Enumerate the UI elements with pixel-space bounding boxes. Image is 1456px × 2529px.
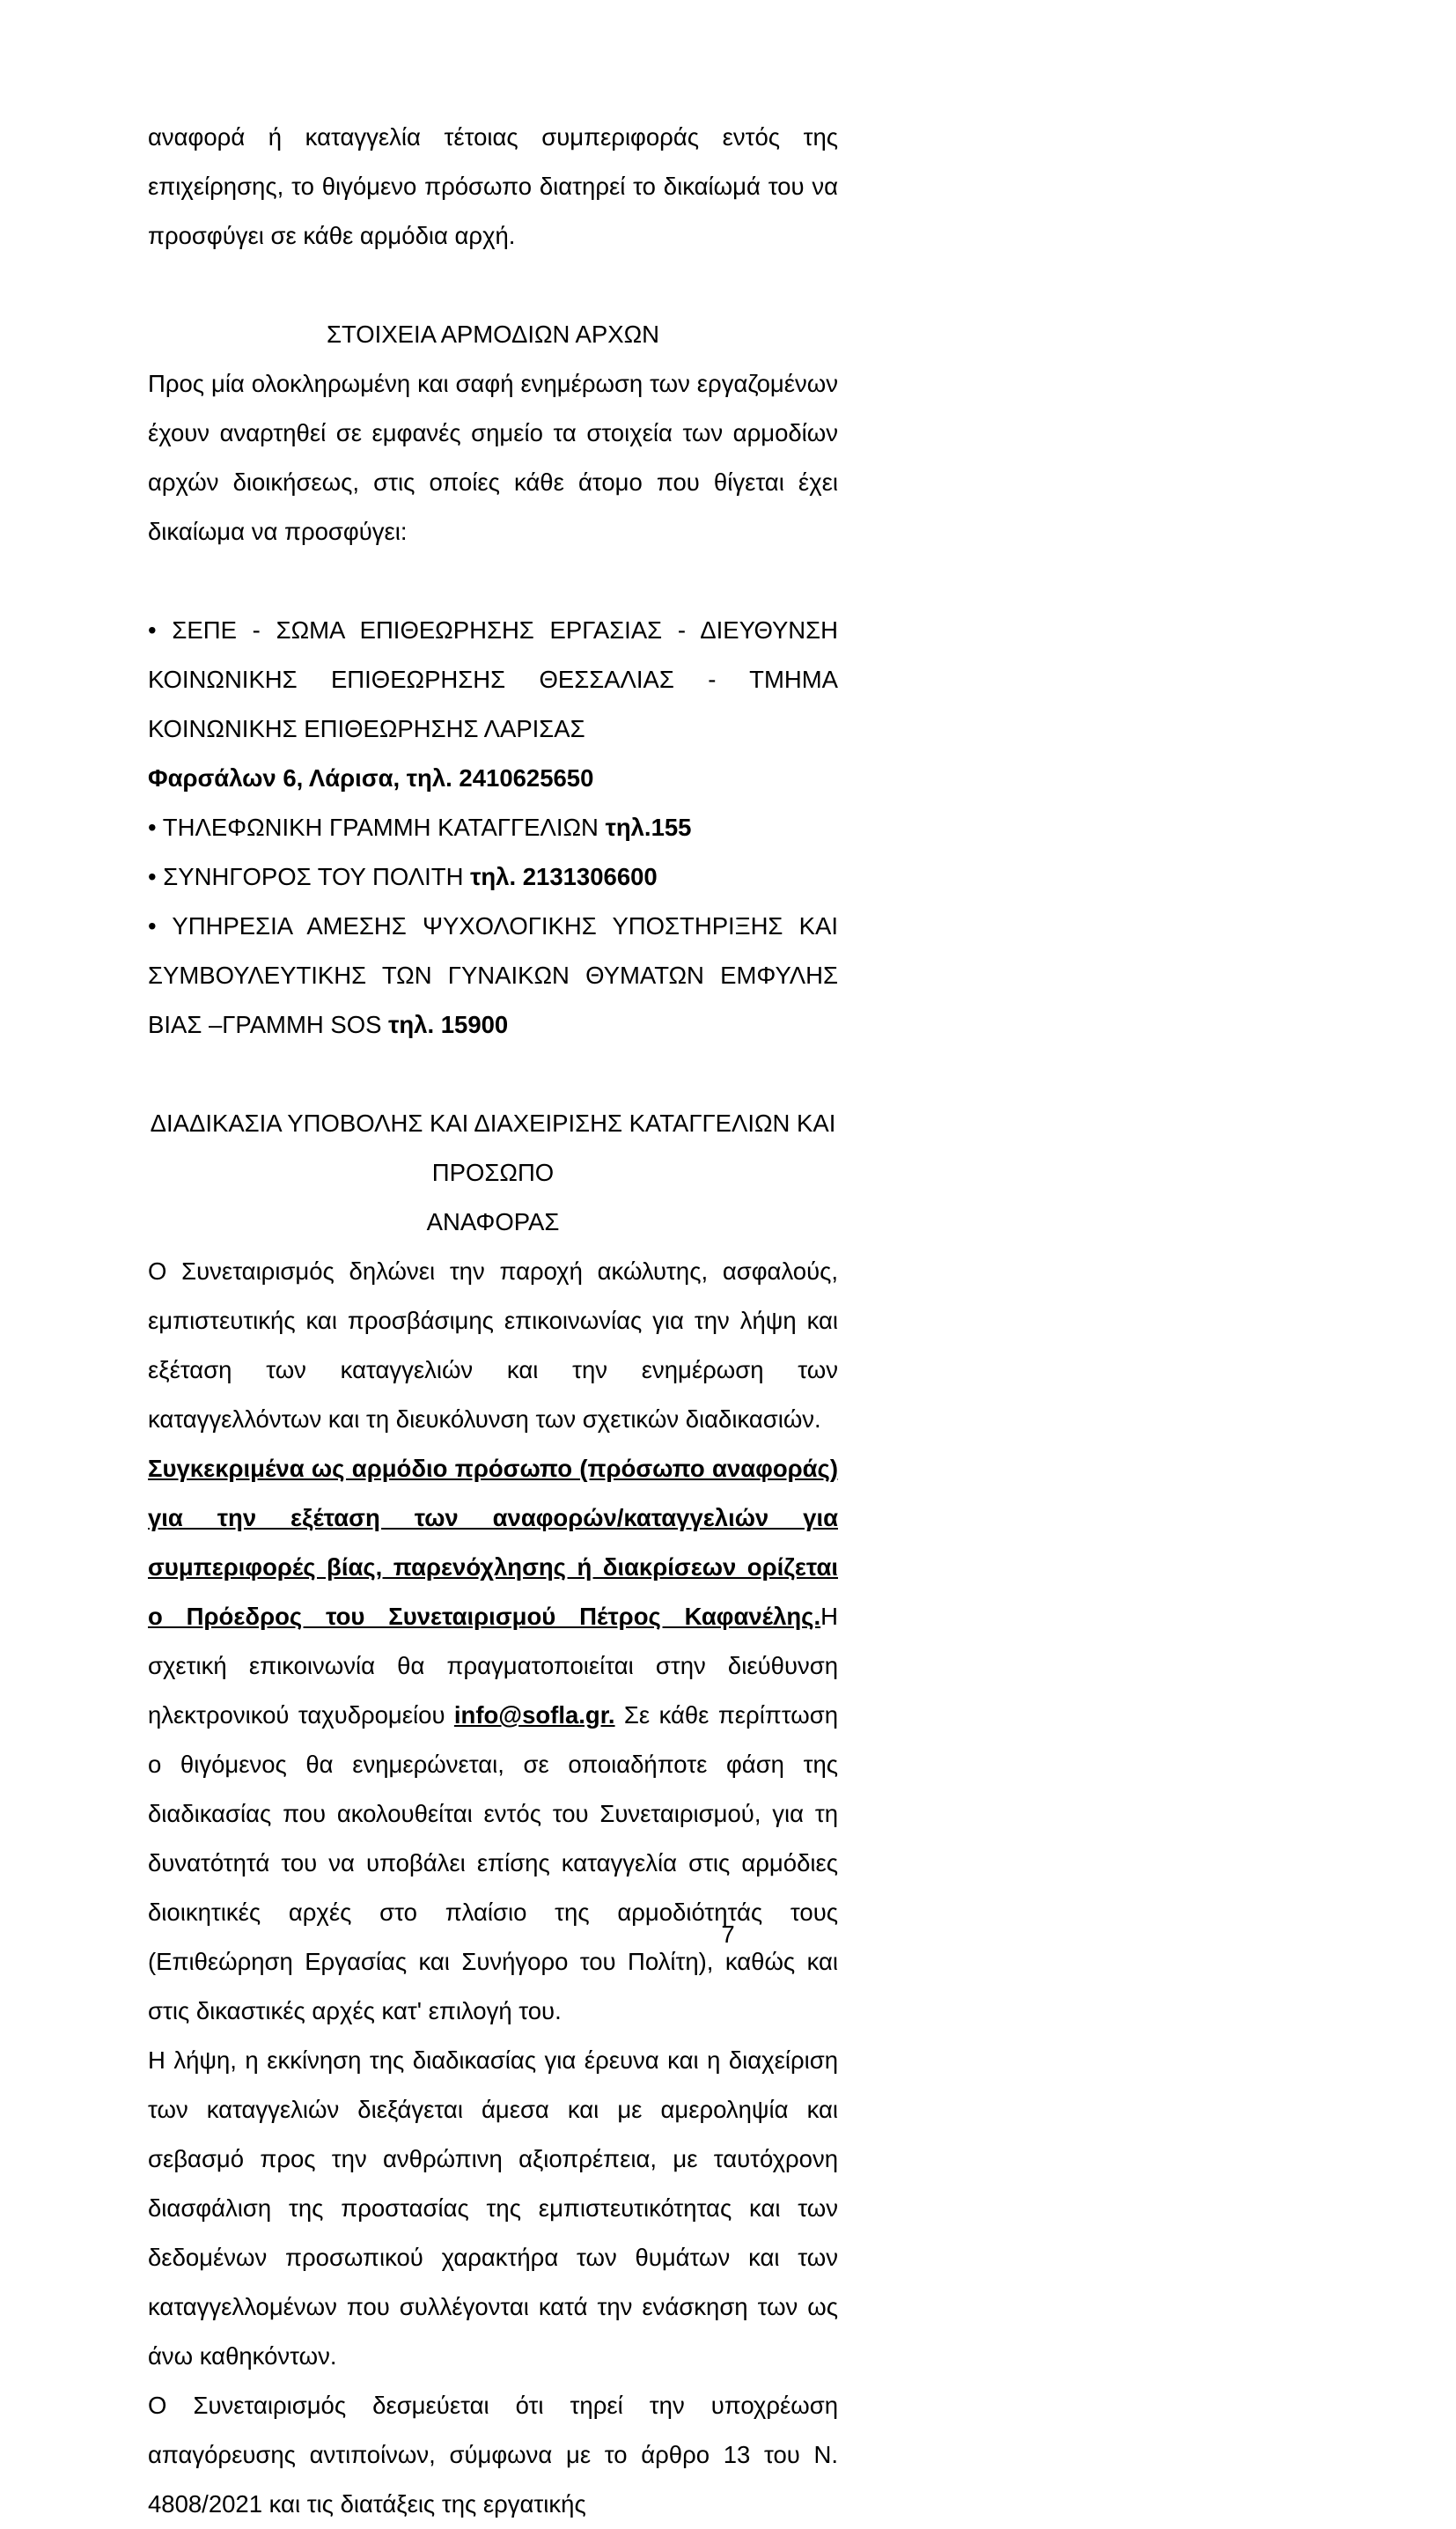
responsible-person-statement: Συγκεκριμένα ως αρμόδιο πρόσωπο (πρόσωπο αναφοράς) για την εξέταση των αναφορών/καταγγελιών για συμπεριφορές βίας, παρενόχλησης ή διακρίσεων ορίζεται ο Πρόεδρος του Συνεταιρισμού Πέτρος Καφανέλης. xyxy=(148,1455,838,1630)
procedure-2-text-a: Η σχετική επικοινωνία θα πραγματοποιείται στην διεύθυνση ηλεκτρονικού ταχυδρομείου xyxy=(148,1603,838,1729)
paragraph-procedure-4: Ο Συνεταιρισμός δεσμεύεται ότι τηρεί την υποχρέωση απαγόρευσης αντιποίνων, σύμφωνα με το άρθρο 13 του Ν. 4808/2021 και τις διατάξεις της εργατικής xyxy=(148,2392,838,2518)
contact-email[interactable]: info@sofla.gr. xyxy=(453,1701,615,1729)
authority-contact: τηλ. 15900 xyxy=(388,1011,509,1038)
spacer xyxy=(148,557,838,606)
paragraph-procedure-3: Η λήψη, η εκκίνηση της διαδικασίας για έρευνα και η διαχείριση των καταγγελιών διεξάγεται άμεσα και με αμεροληψία και σεβασμό προς την ανθρώπινη αξιοπρέπεια, με ταυτόχρονη διασφάλιση της προστασίας της εμπιστευτικότητας και των δεδομένων προσωπικού χαρακτήρα των θυμάτων και των καταγγελλομένων που συλλέγονται κατά την ενάσκηση των ως άνω καθηκόντων. xyxy=(148,2046,838,2370)
spacer xyxy=(148,261,838,310)
authority-contact: τηλ. 2131306600 xyxy=(470,863,658,890)
spacer xyxy=(148,1050,838,1099)
authority-contact: τηλ.155 xyxy=(605,814,692,841)
authority-contact: Φαρσάλων 6, Λάρισα, τηλ. 2410625650 xyxy=(148,764,594,792)
heading-procedure-line2: ΑΝΑΦΟΡΑΣ xyxy=(426,1208,560,1235)
procedure-2-text-b: Σε κάθε περίπτωση ο θιγόμενος θα ενημερώνεται, σε οποιαδήποτε φάση της διαδικασίας που ακολουθείται εντός του Συνεταιρισμού, για τη δυνατότητά του να υποβάλει επίσης καταγγελία στις αρμόδιες διοικητικές αρχές στο πλαίσιο της αρμοδιότητάς τους (Επιθεώρηση Εργασίας και Συνήγορο του Πολίτη), καθώς και στις δικαστικές αρχές κατ' επιλογή του. xyxy=(148,1701,838,2024)
authority-name: ΣΥΝΗΓΟΡΟΣ ΤΟΥ ΠΟΛΙΤΗ xyxy=(163,863,471,890)
authority-name: ΥΠΗΡΕΣΙΑ ΑΜΕΣΗΣ ΨΥΧΟΛΟΓΙΚΗΣ ΥΠΟΣΤΗΡΙΞΗΣ ΚΑΙ ΣΥΜΒΟΥΛΕΥΤΙΚΗΣ ΤΩΝ ΓΥΝΑΙΚΩΝ ΘΥΜΑΤΩΝ ΕΜΦΥΛΗΣ ΒΙΑΣ –ΓΡΑΜΜΗ SOS xyxy=(148,912,838,1038)
paragraph-authorities-intro: Προς μία ολοκληρωμένη και σαφή ενημέρωση των εργαζομένων έχουν αναρτηθεί σε εμφανές σημείο τα στοιχεία των αρμοδίων αρχών διοικήσεως, στις οποίες κάθε άτομο που θίγεται έχει δικαίωμα να προσφύγει: xyxy=(148,370,838,545)
bullet-marker: • xyxy=(148,616,157,644)
authority-item-ombudsman xyxy=(148,852,838,902)
paragraph-procedure-1: Ο Συνεταιρισμός δηλώνει την παροχή ακώλυτης, ασφαλούς, εμπιστευτικής και προσβάσιμης επικοινωνίας για την λήψη και εξέταση των καταγγελιών και την ενημέρωση των καταγγελλόντων και τη διευκόλυνση των σχετικών διαδικασιών. xyxy=(148,1257,838,1433)
authority-name: ΣΕΠΕ - ΣΩΜΑ ΕΠΙΘΕΩΡΗΣΗΣ ΕΡΓΑΣΙΑΣ - ΔΙΕΥΘΥΝΣΗ ΚΟΙΝΩΝΙΚΗΣ ΕΠΙΘΕΩΡΗΣΗΣ ΘΕΣΣΑΛΙΑΣ - ΤΜΗΜΑ ΚΟΙΝΩΝΙΚΗΣ ΕΠΙΘΕΩΡΗΣΗΣ ΛΑΡΙΣΑΣ xyxy=(148,616,839,742)
heading-procedure-line1: ΔΙΑΔΙΚΑΣΙΑ ΥΠΟΒΟΛΗΣ ΚΑΙ ΔΙΑΧΕΙΡΙΣΗΣ ΚΑΤΑΓΓΕΛΙΩΝ ΚΑΙ ΠΡΟΣΩΠΟ xyxy=(150,1110,836,1186)
bullet-marker: • xyxy=(148,912,157,940)
authority-item-sepe xyxy=(148,606,838,754)
page-content xyxy=(148,113,838,2529)
authority-name: ΤΗΛΕΦΩΝΙΚΗ ΓΡΑΜΜΗ ΚΑΤΑΓΓΕΛΙΩΝ xyxy=(162,814,606,841)
authority-item-hotline xyxy=(148,803,838,852)
heading-authorities: ΣΤΟΙΧΕΙΑ ΑΡΜΟΔΙΩΝ ΑΡΧΩΝ xyxy=(326,321,659,348)
authority-address-sepe xyxy=(148,754,838,803)
bullet-marker: • xyxy=(148,863,157,890)
paragraph-intro: αναφορά ή καταγγελία τέτοιας συμπεριφοράς εντός της επιχείρησης, το θιγόμενο πρόσωπο διατηρεί το δικαίωμά του να προσφύγει σε κάθε αρμόδια αρχή. xyxy=(148,123,838,249)
page-number: 7 xyxy=(721,1921,735,1948)
bullet-marker: • xyxy=(148,814,157,841)
authority-item-sos xyxy=(148,902,838,1050)
